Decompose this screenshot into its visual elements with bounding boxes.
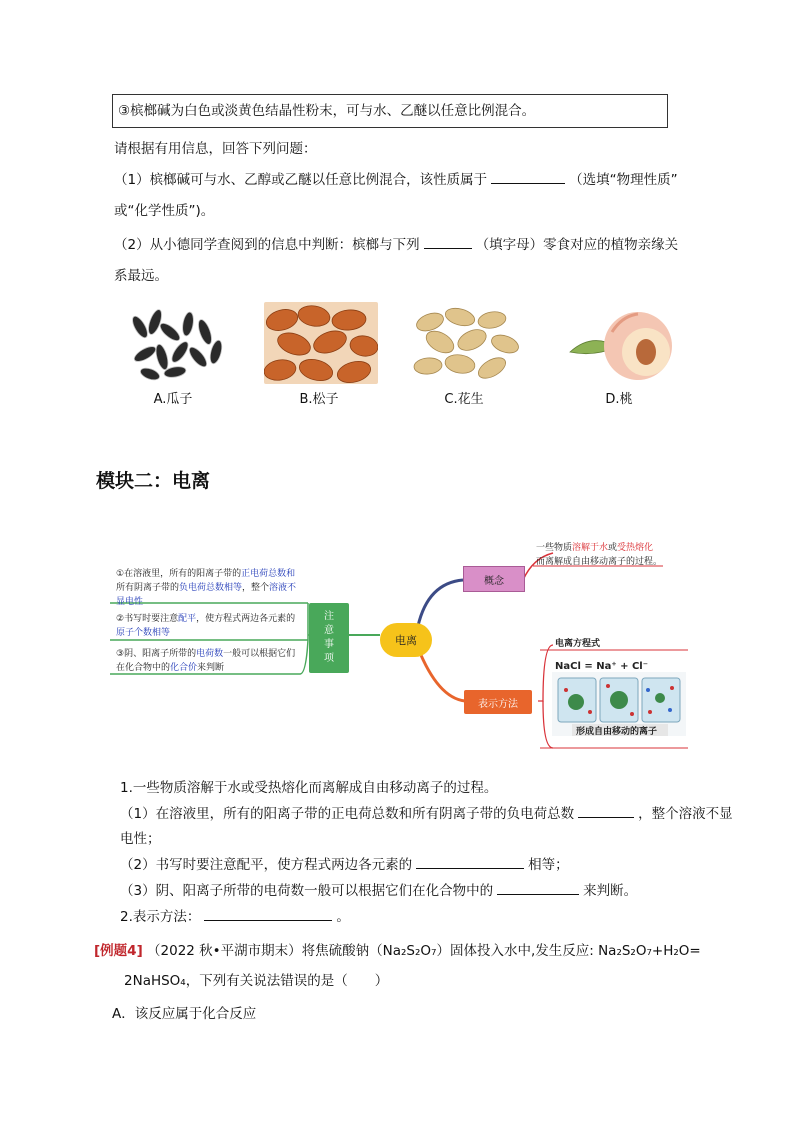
equation-title: 电离方程式	[555, 639, 601, 649]
fill-question-1: 1.一些物质溶解于水或受热熔化而离解成自由移动离子的过程。	[120, 780, 498, 796]
snack-caption-b: B.松子	[299, 392, 339, 407]
answer-blank[interactable]	[491, 169, 565, 184]
note-2: ②书写时要注意配平，使方程式两边各元素的 原子个数相等	[116, 614, 296, 638]
fill-question-1-1: （1）在溶液里，所有的阳离子带的正电荷总数和所有阴离子带的负电荷总数 ，整个溶液不显	[120, 803, 733, 824]
boxed-text: ③槟榔碱为白色或淡黄色结晶性粉末，可与水、乙醚以任意比例混合。	[118, 103, 536, 119]
question-1-line-2: 或“化学性质”)。	[114, 203, 215, 219]
example-line-1: [例题4] （2022 秋•平湖市期末）将焦硫酸钠（Na₂S₂O₇）固体投入水中,发生反应: Na₂S₂O₇+H₂O=	[94, 943, 701, 959]
peanuts-image	[410, 302, 524, 384]
answer-blank[interactable]	[204, 906, 332, 921]
answer-blank[interactable]	[424, 234, 472, 249]
snack-caption-c: C.花生	[444, 392, 484, 407]
beaker-caption: 形成自由移动的离子	[576, 727, 658, 737]
answer-blank[interactable]	[578, 803, 634, 818]
example-line-2: 2NaHSO₄，下列有关说法错误的是（ ）	[124, 973, 389, 989]
concept-node: 概念	[463, 566, 525, 592]
pine-nuts-image	[264, 302, 378, 384]
intro-text: 请根据有用信息，回答下列问题：	[114, 141, 317, 157]
option-a: A．该反应属于化合反应	[112, 1006, 257, 1022]
question-1-line: （1）槟榔碱可与水、乙醇或乙醚以任意比例混合，该性质属于 （选填“物理性质”	[114, 169, 678, 190]
method-node: 表示方法	[464, 690, 532, 714]
question-2-line: （2）从小德同学查阅到的信息中判断：槟榔与下列 （填字母）零食对应的植物亲缘关	[114, 234, 678, 255]
concept-definition: 一些物质溶解于水或受热熔化 而离解成自由移动离子的过程。	[536, 543, 663, 567]
note-3: ③阴、阳离子所带的电荷数一般可以根据它们 在化合物中的化合价来判断	[116, 649, 296, 673]
notes-node: 注 意 事 项	[309, 603, 349, 673]
example-label: [例题4]	[94, 943, 143, 959]
center-node: 电离	[380, 623, 432, 657]
question-2-line-2: 系最远。	[114, 268, 168, 284]
fill-question-1-1-cont: 电性；	[120, 831, 161, 847]
note-1: ①在溶液里，所有的阳离子带的正电荷总数和 所有阴离子带的负电荷总数相等，整个溶液不 显电性	[116, 569, 297, 607]
sunflower-seeds-image	[120, 302, 234, 384]
fill-question-2: 2.表示方法： 。	[120, 906, 350, 927]
fill-question-1-2: （2）书写时要注意配平，使方程式两边各元素的 相等；	[120, 854, 569, 875]
section-title: 模块二：电离	[96, 470, 211, 492]
peach-image	[562, 302, 676, 384]
snack-caption-a: A.瓜子	[153, 392, 193, 407]
equation: NaCl = Na⁺ + Cl⁻	[555, 661, 649, 672]
fill-question-1-3: （3）阴、阳离子所带的电荷数一般可以根据它们在化合物中的 来判断。	[120, 880, 637, 901]
answer-blank[interactable]	[416, 854, 524, 869]
snack-caption-d: D.桃	[605, 392, 633, 407]
answer-blank[interactable]	[497, 880, 579, 895]
